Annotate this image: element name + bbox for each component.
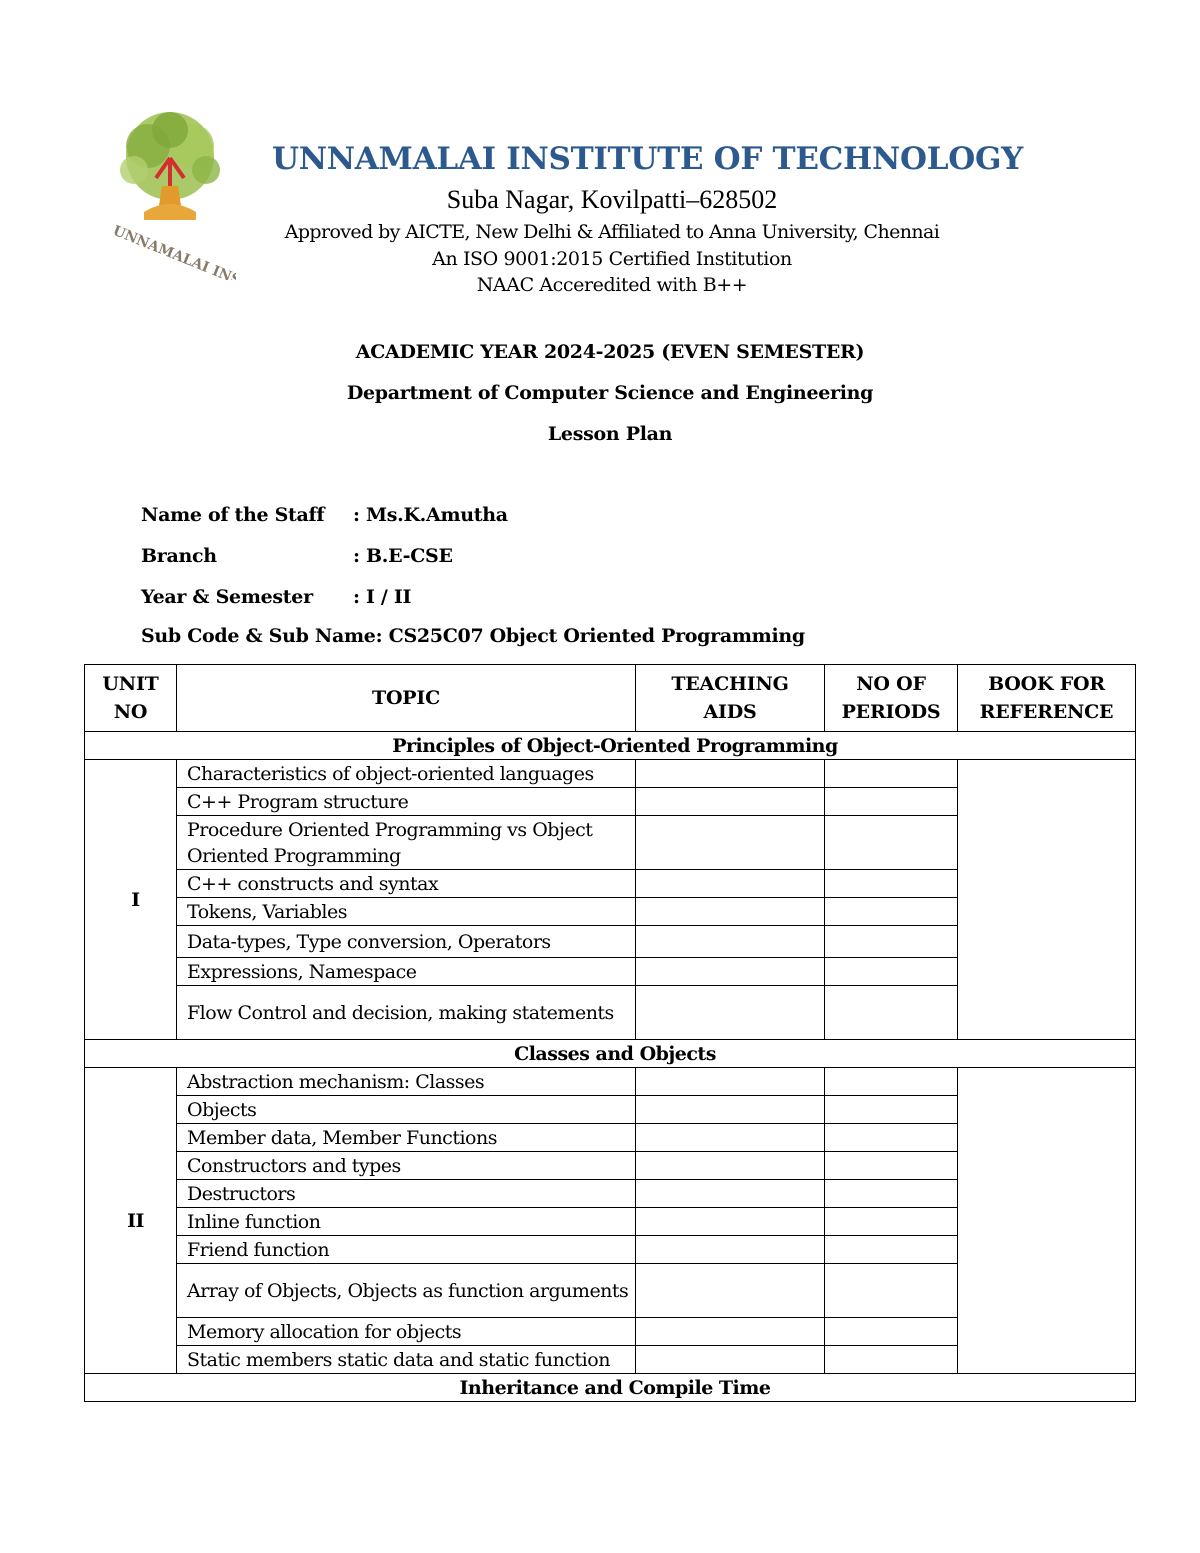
unit-number: II [85, 1068, 177, 1374]
table-row [85, 1068, 1136, 1096]
periods-cell [825, 1346, 958, 1374]
topic-cell: Inline function [177, 1208, 636, 1236]
topic-cell: Memory allocation for objects [177, 1318, 636, 1346]
periods-cell [825, 1180, 958, 1208]
subject-line: Sub Code & Sub Name: CS25C07 Object Oriented Programming [141, 625, 805, 647]
teaching-aids-cell [636, 870, 825, 898]
topic-cell: Tokens, Variables [177, 898, 636, 926]
iso-line: An ISO 9001:2015 Certified Institution [432, 248, 792, 270]
teaching-aids-cell [636, 1236, 825, 1264]
periods-cell [825, 958, 958, 986]
book-reference-cell [958, 760, 1136, 1040]
col-unit-no: UNIT NO [85, 665, 177, 732]
institute-name: UNNAMALAI INSTITUTE OF TECHNOLOGY [272, 141, 1023, 177]
topic-cell: Destructors [177, 1180, 636, 1208]
periods-cell [825, 1208, 958, 1236]
unit-number: I [85, 760, 177, 1040]
periods-cell [825, 788, 958, 816]
teaching-aids-cell [636, 816, 825, 870]
teaching-aids-cell [636, 1208, 825, 1236]
topic-cell: Characteristics of object-oriented languages [177, 760, 636, 788]
section-row [85, 732, 1136, 760]
teaching-aids-cell [636, 898, 825, 926]
col-topic: TOPIC [177, 665, 636, 732]
staff-row [141, 504, 508, 526]
periods-cell [825, 926, 958, 958]
year-value: : I / II [353, 586, 412, 608]
section-title: Inheritance and Compile Time [85, 1374, 1136, 1402]
periods-cell [825, 1264, 958, 1318]
naac-line: NAAC Acceredited with B++ [476, 274, 748, 296]
document-title: Lesson Plan [547, 423, 673, 445]
department-heading: Department of Computer Science and Engineering [346, 382, 874, 404]
year-label: Year & Semester [141, 586, 313, 608]
topic-cell: Friend function [177, 1236, 636, 1264]
col-no-of-periods: NO OF PERIODS [825, 665, 958, 732]
section-row [85, 1040, 1136, 1068]
teaching-aids-cell [636, 1264, 825, 1318]
teaching-aids-cell [636, 788, 825, 816]
teaching-aids-cell [636, 1124, 825, 1152]
col-teaching-aids: TEACHING AIDS [636, 665, 825, 732]
topic-cell: Member data, Member Functions [177, 1124, 636, 1152]
periods-cell [825, 816, 958, 870]
teaching-aids-cell [636, 1346, 825, 1374]
branch-label: Branch [141, 545, 217, 567]
teaching-aids-cell [636, 986, 825, 1040]
topic-cell: Array of Objects, Objects as function arguments [177, 1264, 636, 1318]
year-row [141, 586, 411, 608]
topic-cell: Data-types, Type conversion, Operators [177, 926, 636, 958]
teaching-aids-cell [636, 1180, 825, 1208]
periods-cell [825, 986, 958, 1040]
table-row [85, 760, 1136, 788]
teaching-aids-cell [636, 1152, 825, 1180]
branch-value: : B.E-CSE [353, 545, 453, 567]
approval-line: Approved by AICTE, New Delhi & Affiliated to Anna University, Chennai [284, 221, 940, 243]
teaching-aids-cell [636, 1096, 825, 1124]
academic-year-heading: ACADEMIC YEAR 2024-2025 (EVEN SEMESTER) [355, 341, 865, 363]
periods-cell [825, 1096, 958, 1124]
topic-cell: C++ Program structure [177, 788, 636, 816]
section-row [85, 1374, 1136, 1402]
topic-cell: Procedure Oriented Programming vs Object Oriented Programming [177, 816, 636, 870]
topic-cell: Objects [177, 1096, 636, 1124]
branch-row [141, 545, 453, 567]
periods-cell [825, 870, 958, 898]
table-header-row [85, 665, 1136, 732]
topic-cell: Flow Control and decision, making statements [177, 986, 636, 1040]
section-title: Classes and Objects [85, 1040, 1136, 1068]
institute-address: Suba Nagar, Kovilpatti–628502 [446, 185, 778, 214]
lesson-plan-table [84, 664, 1136, 1402]
teaching-aids-cell [636, 1068, 825, 1096]
topic-cell: Expressions, Namespace [177, 958, 636, 986]
book-reference-cell [958, 1068, 1136, 1374]
periods-cell [825, 898, 958, 926]
periods-cell [825, 1124, 958, 1152]
periods-cell [825, 1068, 958, 1096]
teaching-aids-cell [636, 958, 825, 986]
periods-cell [825, 760, 958, 788]
staff-label: Name of the Staff [141, 504, 325, 526]
teaching-aids-cell [636, 760, 825, 788]
section-title: Principles of Object-Oriented Programming [85, 732, 1136, 760]
staff-value: : Ms.K.Amutha [353, 504, 508, 526]
periods-cell [825, 1152, 958, 1180]
col-book-reference: BOOK FOR REFERENCE [958, 665, 1136, 732]
topic-cell: Constructors and types [177, 1152, 636, 1180]
topic-cell: Static members static data and static function [177, 1346, 636, 1374]
teaching-aids-cell [636, 926, 825, 958]
periods-cell [825, 1236, 958, 1264]
topic-cell: C++ constructs and syntax [177, 870, 636, 898]
topic-cell: Abstraction mechanism: Classes [177, 1068, 636, 1096]
teaching-aids-cell [636, 1318, 825, 1346]
periods-cell [825, 1318, 958, 1346]
tree-icon [120, 112, 220, 220]
